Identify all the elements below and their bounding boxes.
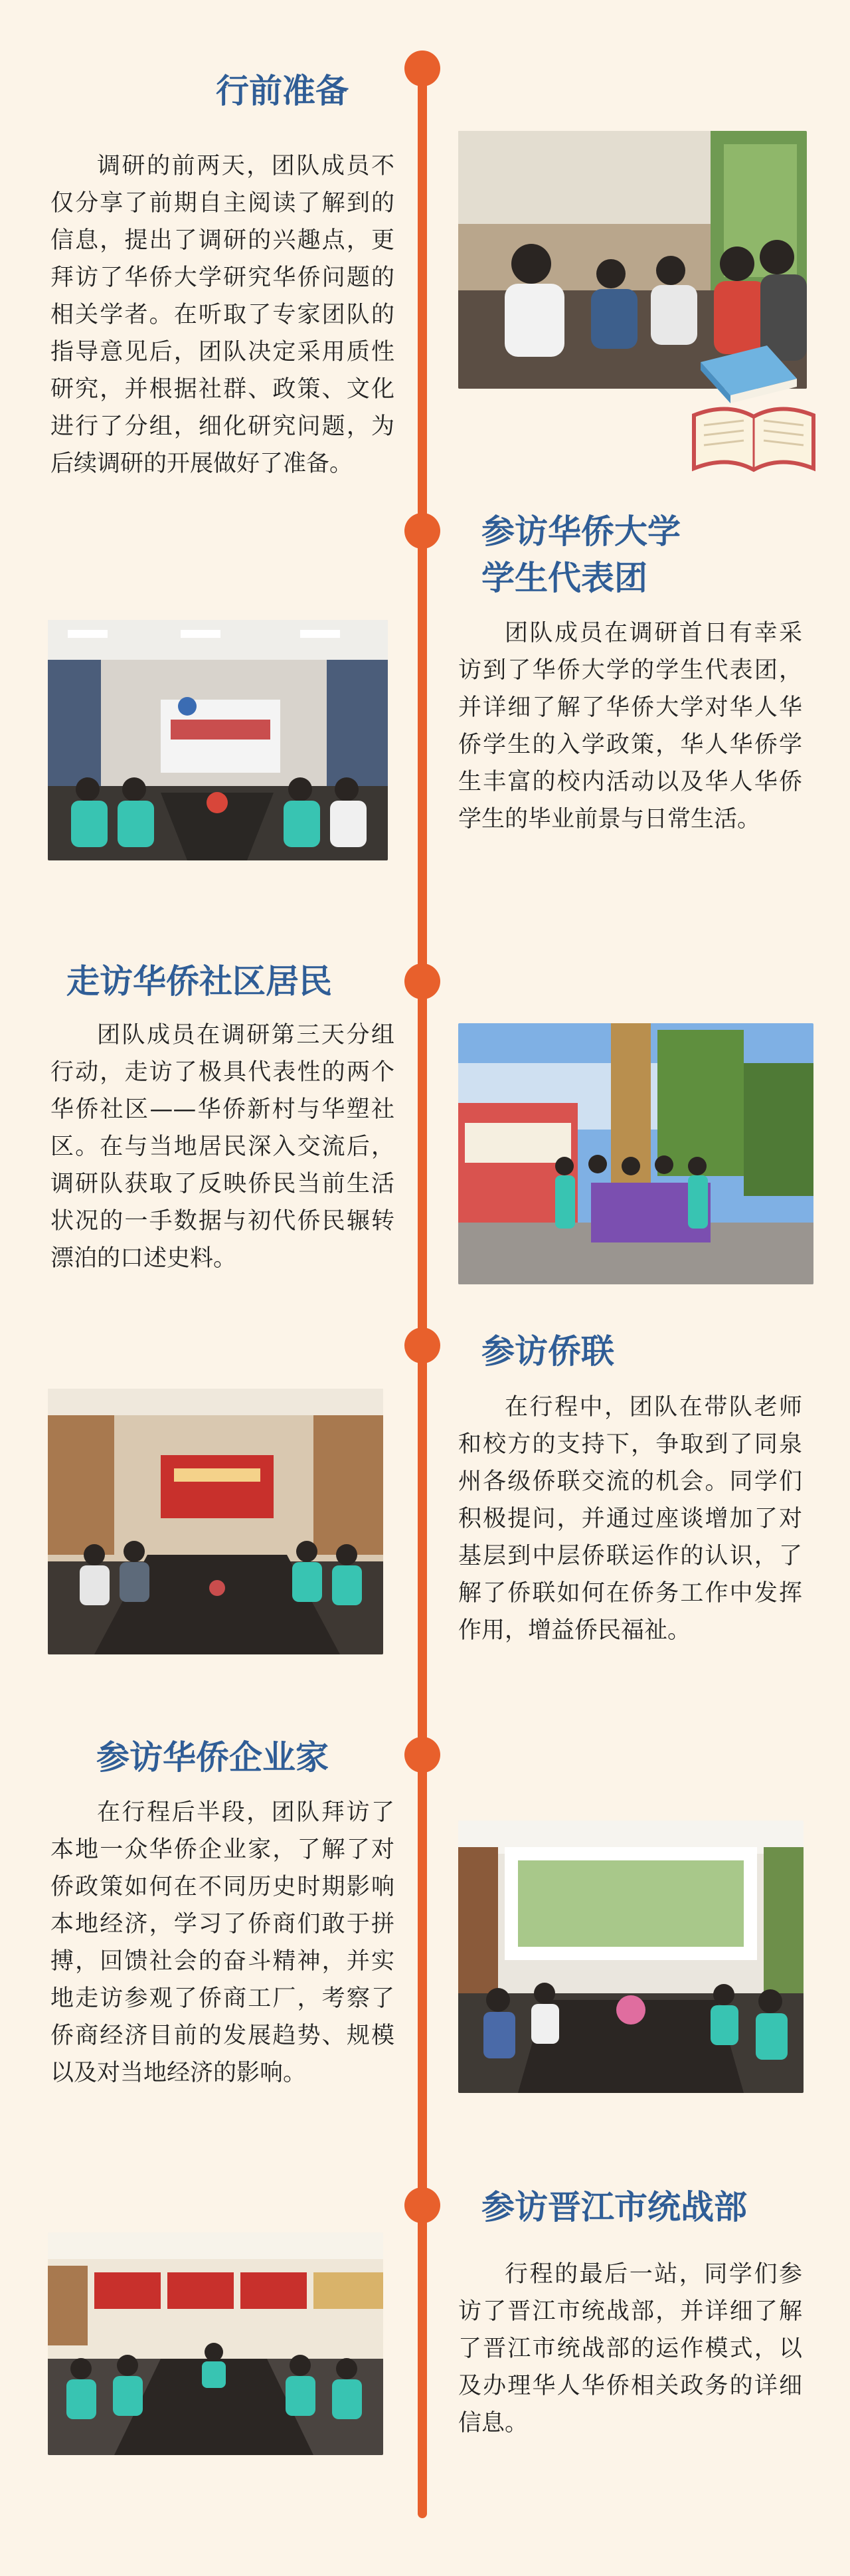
- united-front-meeting-photo-icon: [48, 2232, 383, 2455]
- timeline-dot: [404, 513, 440, 549]
- timeline-dot: [404, 1737, 440, 1773]
- section-title-line1: 参访华侨大学: [481, 512, 681, 551]
- entrepreneur-meeting-photo-icon: [458, 1821, 804, 2093]
- book-icon: [687, 342, 820, 482]
- student-meeting-photo-icon: [48, 620, 388, 860]
- community-visit-photo-icon: [458, 1023, 813, 1284]
- federation-meeting-photo-icon: [48, 1389, 383, 1654]
- timeline-dot: [404, 2187, 440, 2223]
- federation-meeting-photo: [48, 1389, 383, 1654]
- student-meeting-photo: [48, 620, 388, 860]
- timeline-dot: [404, 1328, 440, 1363]
- section-body: 团队成员在调研第三天分组行动，走访了极具代表性的两个华侨社区——华侨新村与华塑社区。在与当地居民深入交流后，调研队获取了反映侨民当前生活状况的一手数据与初代侨民辗转漂泊的口述史料。: [50, 1022, 394, 1272]
- timeline-dot: [404, 50, 440, 86]
- section-title: 参访华侨企业家: [96, 1738, 329, 1777]
- section-body: 团队成员在调研首日有幸采访到了华侨大学的学生代表团，并详细了解了华侨大学对华人华侨学生的入学政策，华人华侨学生丰富的校内活动以及华人华侨学生的毕业前景与日常生活。: [458, 620, 802, 833]
- section-title: 行前准备: [216, 72, 349, 110]
- community-visit-photo: [458, 1023, 813, 1284]
- section-title: 走访华侨社区居民: [66, 962, 332, 1001]
- section-body: 行程的最后一站，同学们参访了晋江市统战部，并详细了解了晋江市统战部的运作模式，以及办理华人华侨相关政务的详细信息。: [458, 2261, 802, 2436]
- entrepreneur-meeting-photo: [458, 1821, 804, 2093]
- section-title-line2: 学生代表团: [481, 559, 647, 597]
- timeline-line: [418, 66, 427, 2518]
- section-body: 调研的前两天，团队成员不仅分享了前期自主阅读了解到的信息，提出了调研的兴趣点，更拜访了华侨大学研究华侨问题的相关学者。在听取了专家团队的指导意见后，团队决定采用质性研究，并根据社群、政策、文化进行了分组，细化研究问题，为后续调研的开展做好了准备。: [50, 153, 394, 477]
- timeline-dot: [404, 963, 440, 999]
- section-body: 在行程中，团队在带队老师和校方的支持下，争取到了同泉州各级侨联交流的机会。同学们积极提问，并通过座谈增加了对基层到中层侨联运作的认识，了解了侨联如何在侨务工作中发挥作用，增益侨民福祉。: [458, 1394, 802, 1644]
- section-title: 参访侨联: [481, 1332, 614, 1371]
- section-body: 在行程后半段，团队拜访了本地一众华侨企业家，了解了对侨政策如何在不同历史时期影响本地经济，学习了侨商们敢于拼搏，回馈社会的奋斗精神，并实地走访参观了侨商工厂，考察了侨商经济目前的发展趋势、规模以及对当地经济的影响。: [50, 1799, 394, 2086]
- section-title: 参访晋江市统战部: [481, 2188, 747, 2227]
- united-front-meeting-photo: [48, 2232, 383, 2455]
